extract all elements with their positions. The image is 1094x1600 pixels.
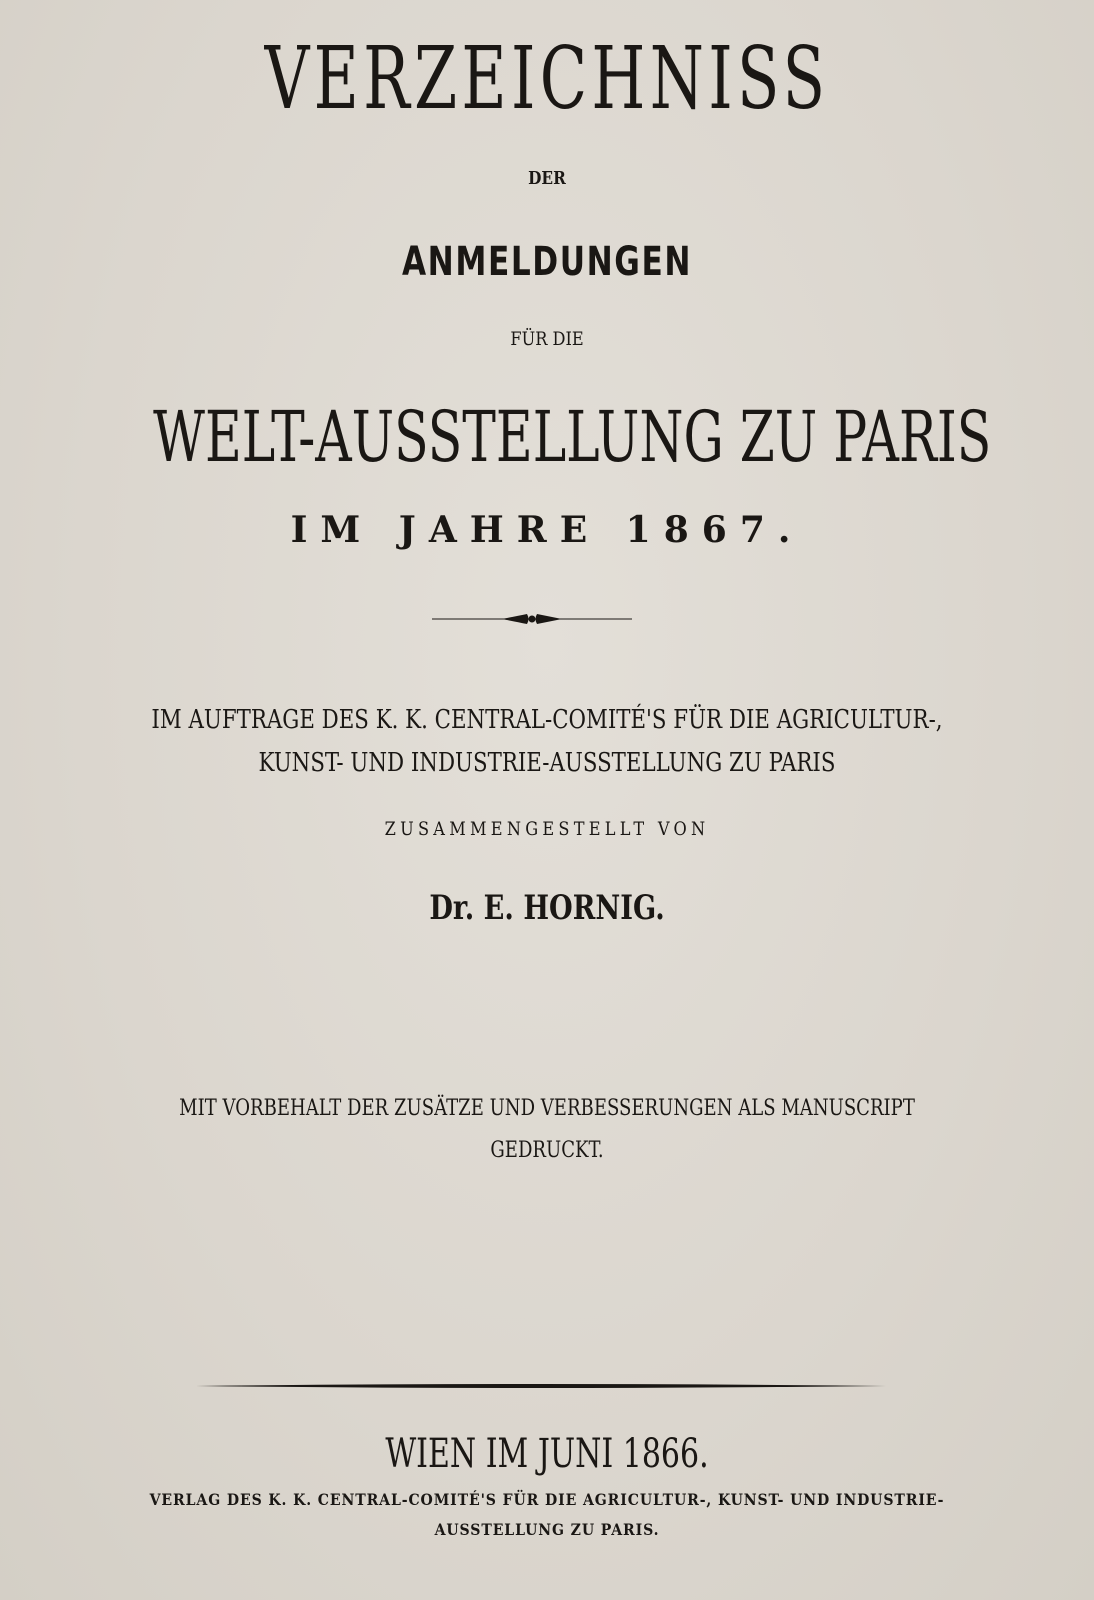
- reservation-line-2: GEDRUCKT.: [490, 1138, 604, 1163]
- year-line: IM JAHRE 1867.: [290, 509, 804, 551]
- document-title: VERZEICHNISS: [264, 29, 830, 129]
- event-title: WELT-AUSSTELLUNG ZU PARIS: [153, 396, 992, 478]
- commission-line-2: KUNST- UND INDUSTRIE-AUSSTELLUNG ZU PARIS: [258, 748, 836, 778]
- publisher-line-1: VERLAG DES K. K. CENTRAL-COMITÉ'S FÜR DIE AGRICULTUR-, KUNST- UND INDUSTRIE-: [149, 1490, 945, 1509]
- horizontal-rule: [196, 1383, 886, 1389]
- commission-line-1: IM AUFTRAGE DES K. K. CENTRAL-COMITÉ'S FÜR DIE AGRICULTUR-,: [151, 705, 943, 735]
- heading-anmeldungen: ANMELDUNGEN: [401, 239, 693, 285]
- author-name: Dr. E. HORNIG.: [429, 888, 665, 928]
- ornament-divider-icon: [432, 610, 632, 626]
- subtitle-der: DER: [528, 168, 566, 189]
- reservation-line-1: MIT VORBEHALT DER ZUSÄTZE UND VERBESSERUNGEN ALS MANUSCRIPT: [179, 1096, 915, 1121]
- imprint-place-date: WIEN IM JUNI 1866.: [385, 1431, 709, 1477]
- subtitle-fuer-die: FÜR DIE: [510, 328, 584, 350]
- compiled-by-label: ZUSAMMENGESTELLT VON: [384, 818, 710, 840]
- publisher-line-2: AUSSTELLUNG ZU PARIS.: [434, 1520, 660, 1539]
